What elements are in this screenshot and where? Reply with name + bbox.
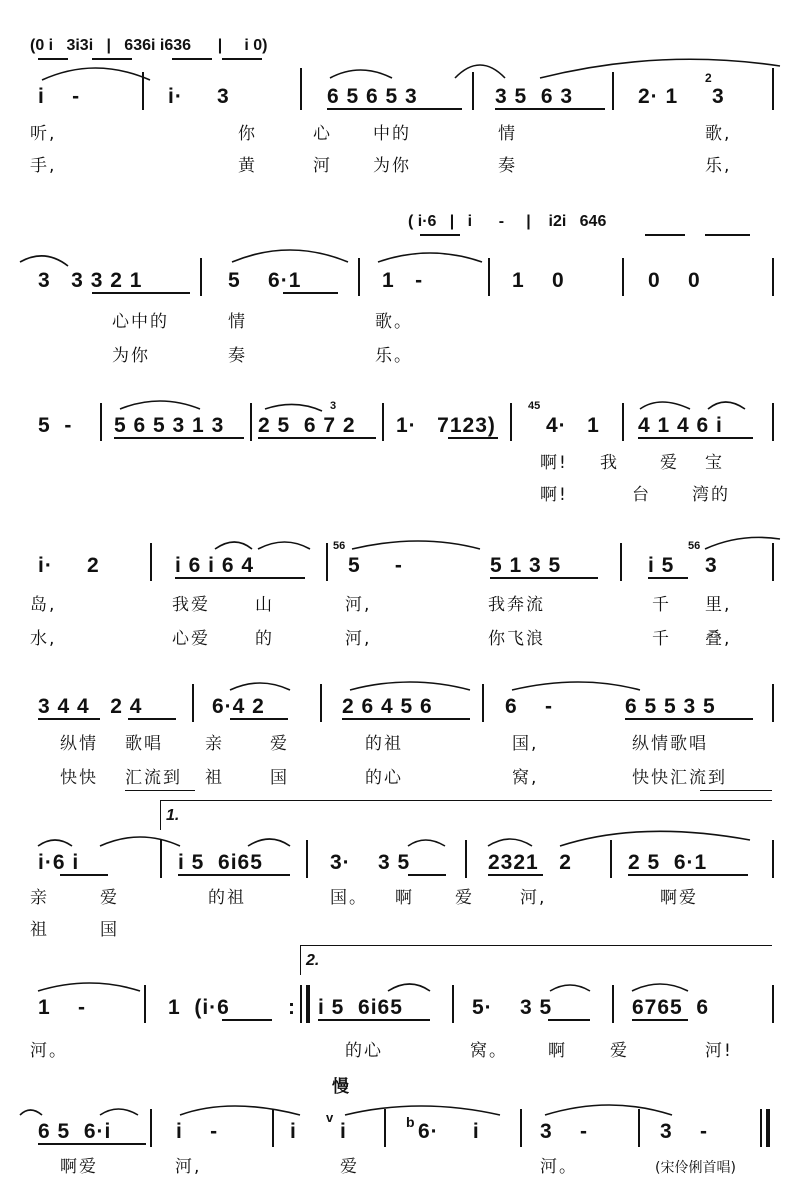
measure-33: 1 (i·6 xyxy=(168,996,230,1019)
volta-1: 1. xyxy=(166,807,180,824)
slurs-6 xyxy=(0,800,800,940)
system-5: 3 4 4 2 4 6·4 2 2 6 4 5 6 6 - 6 5 5 3 5 纵情 歌唱 亲 爱 的祖 国, 纵情歌唱 快快 汇流到 祖 国 的心 窝, 快快汇流到 xyxy=(0,670,800,800)
measure-10: 0 0 xyxy=(648,269,701,292)
measure-37: 6 5 6·i xyxy=(38,1120,112,1143)
measure-14: 1· 7123) xyxy=(396,414,496,437)
measure-32: 1 - xyxy=(38,996,87,1019)
system-4: i· 2 i 6 i 6 4 56 5 - 5 1 3 5 i 5 56 3 岛, 我爱 山 河, 我奔流 千 里, 水, 心爱 的 河, 你飞浪 千 叠, xyxy=(0,525,800,665)
measure-4: 3 5 6 3 xyxy=(495,85,574,108)
measure-30: 2321 2 xyxy=(488,851,572,874)
slurs xyxy=(0,0,800,190)
measure-18: i 6 i 6 4 xyxy=(175,554,255,577)
measure-5b: 3 xyxy=(712,85,725,108)
measure-7: 5 6·1 xyxy=(228,269,302,292)
measure-38: i - xyxy=(176,1120,219,1143)
slurs-4 xyxy=(0,525,800,665)
volta-2: 2. xyxy=(306,952,320,969)
measure-21: i 5 xyxy=(648,554,675,577)
measure-12: 5 6 5 3 1 3 xyxy=(114,414,225,437)
measure-23: 6·4 2 xyxy=(212,695,265,718)
system-8: 慢 6 5 6·i i - i v i b 6· i 3 - 3 - 啊爱 河, 爱 河。 (宋伶俐首唱) xyxy=(0,1075,800,1187)
measure-34: i 5 6i65 xyxy=(318,996,403,1019)
measure-27: i·6 i xyxy=(38,851,80,874)
measure-13: 2 5 6 7 2 xyxy=(258,414,356,437)
measure-28: i 5 6i65 xyxy=(178,851,263,874)
measure-6: 3 3 3 2 1 xyxy=(38,269,143,292)
system-3: 5 - 5 6 5 3 1 3 2 5 6 7 2 3 1· 7123) 45 4· 1 4 1 4 6 i 啊! 我 爱 宝 啊! 台 湾的 xyxy=(0,385,800,520)
slurs-5 xyxy=(0,670,800,800)
measure-41: 3 - xyxy=(540,1120,589,1143)
measure-17: i· 2 xyxy=(38,554,100,577)
measure-22: 3 4 4 2 4 xyxy=(38,695,143,718)
system-6: 1. i·6 i i 5 6i65 3· 3 5 2321 2 2 5 6·1 亲 爱 的祖 国。 啊 爱 河, 啊爱 祖 国 xyxy=(0,800,800,940)
slurs-2 xyxy=(0,200,800,380)
slurs-3 xyxy=(0,385,800,520)
measure-3: 6 5 6 5 3 xyxy=(327,85,418,108)
lyric-line-2: 手, xyxy=(30,156,57,176)
measure-11: 5 - xyxy=(38,414,73,437)
measure-25: 6 - xyxy=(505,695,554,718)
measure-39: i xyxy=(290,1120,297,1143)
measure-29: 3· 3 5 xyxy=(330,851,411,874)
intro-notes-2: ( i·6 | i - | i2i 646 xyxy=(408,213,607,230)
tempo-mark: 慢 xyxy=(332,1077,351,1097)
measure-24: 2 6 4 5 6 xyxy=(342,695,433,718)
lyric-line-1: 听, xyxy=(30,124,57,144)
measure-36: 6765 6 xyxy=(632,996,710,1019)
system-1: (0 i 3i3i | 636i i636 | i 0) i - i· 3 6 5 6 5 3 3 5 6 3 2· 1 2 3 听, 你 心 中的 情 歌, 手, 黄 河 为你 奏 乐, xyxy=(0,0,800,190)
measure-26: 6 5 5 3 5 xyxy=(625,695,716,718)
measure-15: 4· 1 xyxy=(546,414,600,437)
slurs-8 xyxy=(0,1075,800,1187)
measure-40: 6· i xyxy=(418,1120,480,1143)
measure-35: 5· 3 5 xyxy=(472,996,553,1019)
measure-20: 5 1 3 5 xyxy=(490,554,562,577)
measure-31: 2 5 6·1 xyxy=(628,851,708,874)
measure-5: 2· 1 xyxy=(638,85,679,108)
slurs-7 xyxy=(0,945,800,1075)
grace-note: 2 xyxy=(705,71,712,85)
flat-sign: b xyxy=(406,1114,415,1130)
intro-notes: (0 i 3i3i | 636i i636 | i 0) xyxy=(30,37,268,54)
credit: (宋伶俐首唱) xyxy=(655,1160,736,1176)
measure-8: 1 - xyxy=(382,269,424,292)
system-7: 2. 1 - 1 (i·6 : i 5 6i65 5· 3 5 6765 6 河。 的心 窝。 啊 爱 河! xyxy=(0,945,800,1075)
measure-9: 1 0 xyxy=(512,269,565,292)
system-2: ( i·6 | i - | i2i 646 3 3 3 2 1 5 6·1 1 - 1 0 0 0 心中的 情 歌。 为你 奏 乐。 xyxy=(0,200,800,380)
measure-16: 4 1 4 6 i xyxy=(638,414,723,437)
measure-1: i - xyxy=(38,85,81,108)
measure-2: i· 3 xyxy=(168,85,230,108)
measure-42: 3 - xyxy=(660,1120,709,1143)
measure-19: 5 - xyxy=(348,554,403,577)
